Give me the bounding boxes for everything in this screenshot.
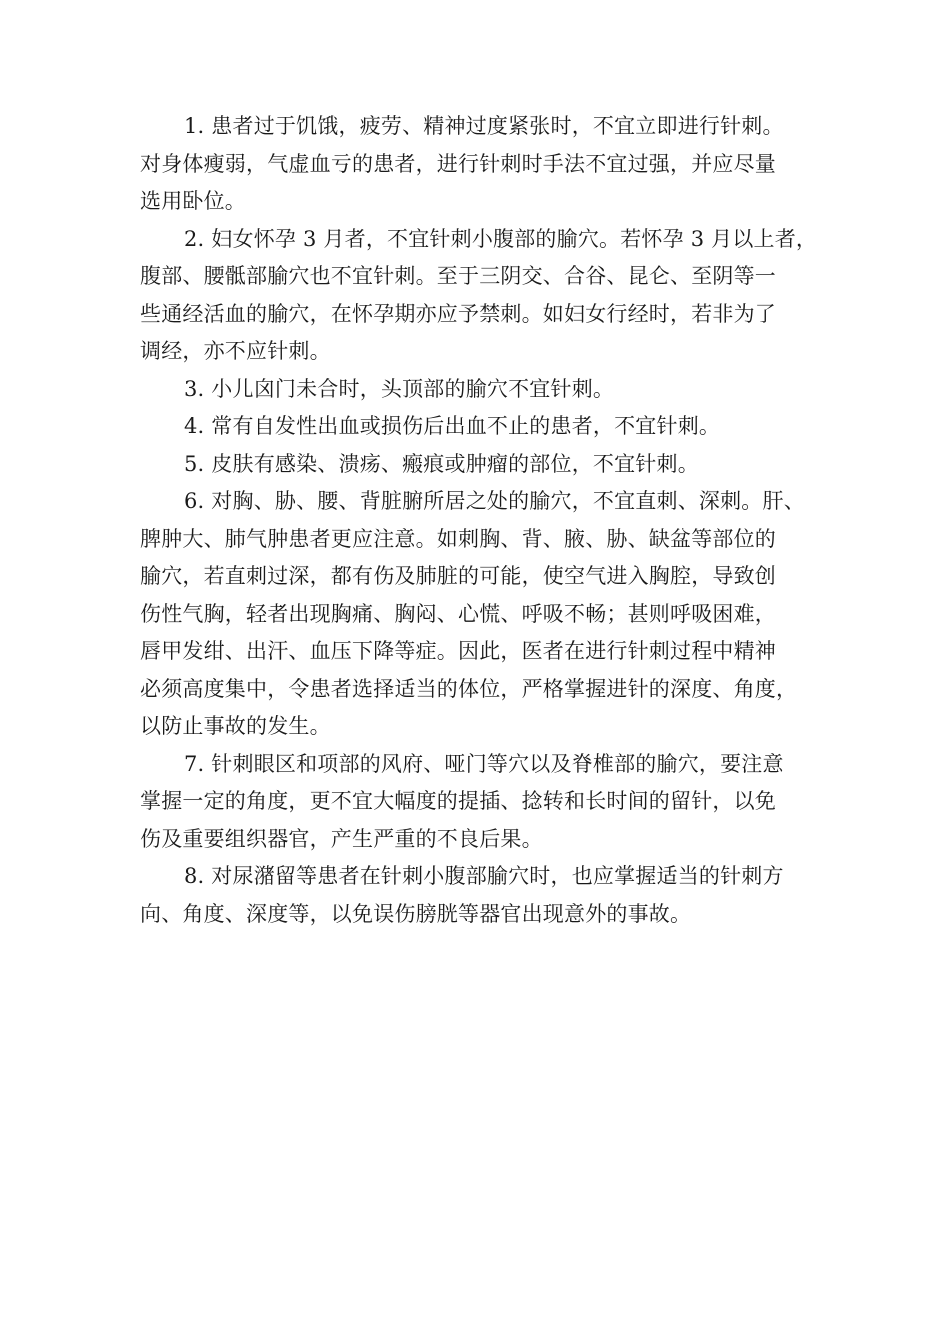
text-line: 5. 皮肤有感染、溃疡、瘢痕或肿瘤的部位，不宜针刺。 [184, 451, 699, 476]
document-body [140, 108, 830, 933]
text-line: 腹部、腰骶部腧穴也不宜针刺。至于三阴交、合谷、昆仑、至阴等一 [140, 264, 776, 288]
text-line: 选用卧位。 [140, 189, 246, 213]
text-line: 必须高度集中，令患者选择适当的体位，严格掌握进针的深度、角度， [140, 676, 798, 701]
text-line: 7. 针刺眼区和项部的风府、哑门等穴以及脊椎部的腧穴，要注意 [184, 751, 784, 776]
text-line: 4. 常有自发性出血或损伤后出血不止的患者，不宜针刺。 [184, 414, 721, 438]
text-line: 唇甲发绀、出汗、血压下降等症。因此，医者在进行针刺过程中精神 [140, 639, 776, 663]
text-line: 伤性气胸，轻者出现胸痛、胸闷、心慌、呼吸不畅；甚则呼吸困难， [140, 601, 776, 626]
text-line: 1. 患者过于饥饿，疲劳、精神过度紧张时，不宜立即进行针刺。 [184, 114, 784, 138]
text-line: 3. 小儿囟门未合时，头顶部的腧穴不宜针刺。 [184, 376, 615, 401]
text-line: 2. 妇女怀孕 3 月者，不宜针刺小腹部的腧穴。若怀孕 3 月以上者， [184, 226, 818, 251]
text-line: 对身体瘦弱，气虚血亏的患者，进行针刺时手法不宜过强，并应尽量 [140, 151, 776, 176]
text-line: 腧穴，若直刺过深，都有伤及肺脏的可能，使空气进入胸腔，导致创 [140, 564, 776, 588]
text-line: 伤及重要组织器官，产生严重的不良后果。 [140, 826, 543, 851]
text-line: 些通经活血的腧穴，在怀孕期亦应予禁刺。如妇女行经时，若非为了 [140, 301, 776, 326]
text-line: 6. 对胸、胁、腰、背脏腑所居之处的腧穴，不宜直刺、深刺。肝、 [184, 489, 805, 513]
text-line: 向、角度、深度等，以免误伤膀胱等器官出现意外的事故。 [140, 901, 692, 926]
text-line: 8. 对尿潴留等患者在针刺小腹部腧穴时，也应掌握适当的针刺方 [184, 864, 784, 888]
text-line: 脾肿大、肺气肿患者更应注意。如刺胸、背、腋、胁、缺盆等部位的 [140, 526, 776, 551]
text-line: 以防止事故的发生。 [140, 714, 331, 738]
text-line: 调经，亦不应针刺。 [140, 339, 331, 363]
text-line: 掌握一定的角度，更不宜大幅度的提插、捻转和长时间的留针，以免 [140, 789, 776, 813]
